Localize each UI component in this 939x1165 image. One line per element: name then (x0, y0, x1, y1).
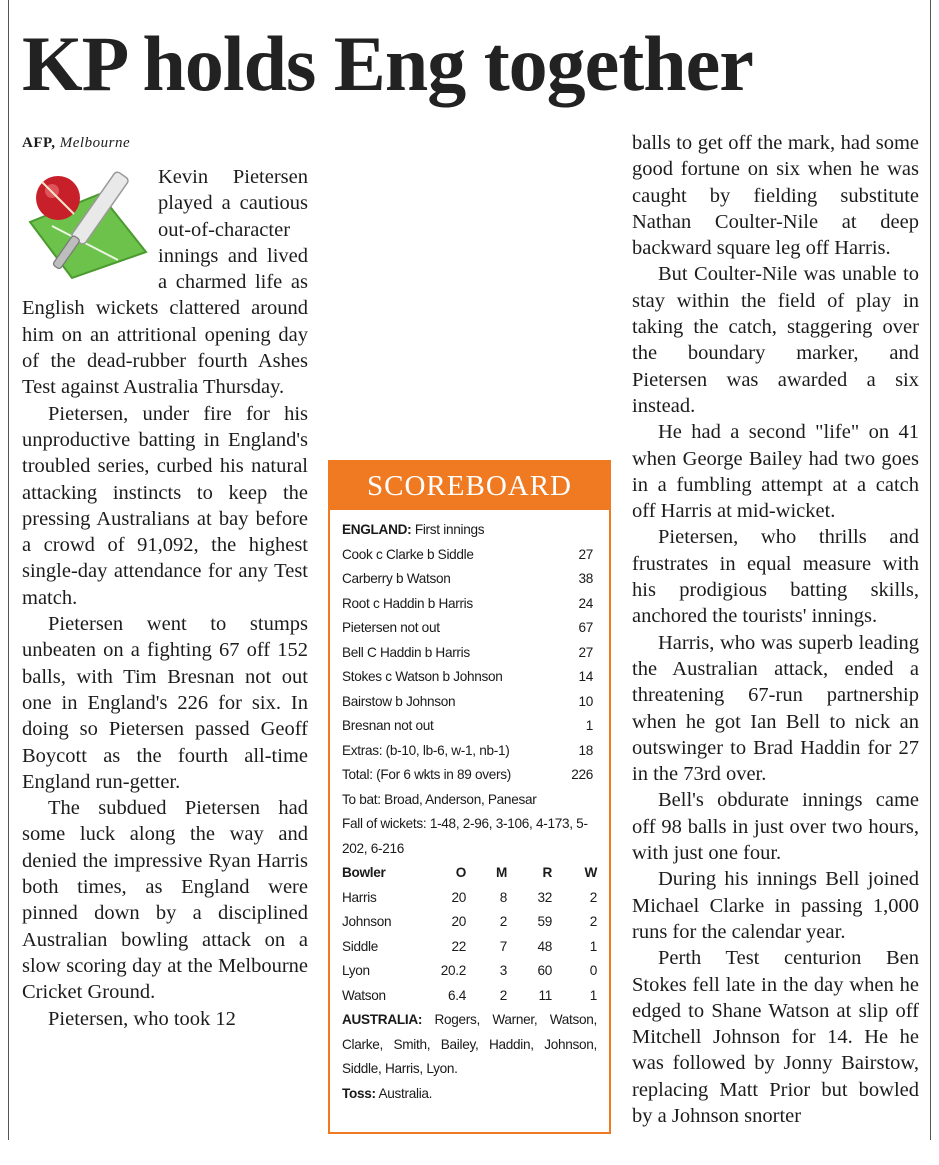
bowler-name: Siddle (342, 938, 378, 954)
col2-paragraph-7: During his innings Bell joined Michael Clarke in passing 1,000 runs for the calendar year. (632, 868, 919, 943)
batter-runs: 14 (578, 669, 593, 684)
bowler-maidens: 7 (499, 938, 507, 954)
col2-paragraph-1: balls to get off the mark, had some good fortune on six when he was caught by fielding substitute Nathan Coulter-Nile at deep backward square leg off Harris. (632, 132, 919, 260)
bowling-row (342, 935, 597, 960)
bowler-wickets: 0 (589, 963, 597, 978)
batter-runs: 27 (578, 644, 593, 660)
total-runs: 226 (571, 767, 593, 782)
bowler-overs: 20 (451, 889, 466, 905)
col1-paragraph-4: The subdued Pietersen had some luck along the way and denied the impressive Ryan Harris both times, as England were pinned down by a disciplined Australian bowling attack on a slow scoring day at the Melbourne Cricket Ground. (22, 797, 308, 1004)
batting-row (342, 690, 597, 715)
wickets-header: W (584, 865, 597, 880)
bowler-wickets: 1 (589, 938, 597, 954)
bowler-maidens: 8 (499, 889, 507, 905)
innings-label: First innings (414, 522, 485, 537)
extras-label: Extras: (b-10, lb-6, w-1, nb-1) (342, 742, 510, 758)
batter-name: Cook c Clarke b Siddle (342, 546, 474, 562)
toss-line (342, 1082, 597, 1107)
bowler-overs: 20.2 (440, 963, 466, 978)
right-column-rule (930, 0, 931, 1140)
extras-row (342, 739, 597, 764)
batting-row (342, 616, 597, 641)
to-bat: To bat: Broad, Anderson, Panesar (342, 791, 537, 807)
total-row (342, 763, 597, 788)
scoreboard-title: SCOREBOARD (330, 462, 609, 510)
batter-name: Root c Haddin b Harris (342, 595, 473, 611)
maidens-header: M (495, 865, 507, 880)
toss-value: Australia. (378, 1085, 433, 1101)
batting-row (342, 543, 597, 568)
batter-name: Bairstow b Johnson (342, 693, 456, 709)
dateline-place: Melbourne (59, 135, 131, 151)
bowling-row (342, 886, 597, 911)
batting-row (342, 665, 597, 690)
batter-runs: 10 (578, 693, 593, 709)
bowler-overs: 20 (451, 914, 466, 929)
dateline-agency: AFP, (22, 135, 56, 151)
batting-row (342, 641, 597, 666)
australia-label: AUSTRALIA: (342, 1012, 423, 1027)
col1-paragraph-3: Pietersen went to stumps unbeaten on a fighting 67 off 152 balls, with Tim Bresnan not out one in England's 226 for six. In doing so Pietersen passed Geoff Boycott as the fourth all-time England run-getter. (22, 613, 308, 793)
bowler-runs: 60 (537, 963, 552, 978)
batter-name: Carberry b Watson (342, 571, 451, 586)
england-innings-heading (342, 518, 597, 543)
bowler-wickets: 1 (589, 987, 597, 1003)
bowler-overs: 6.4 (448, 987, 466, 1003)
australia-players: Rogers, Warner, Watson, Clarke, Smith, Bailey, Haddin, Johnson, Siddle, Harris, Lyon. (342, 1012, 597, 1076)
headline: KP holds Eng together (22, 20, 753, 107)
bowling-row (342, 959, 597, 984)
bowling-row (342, 910, 597, 935)
col2-paragraph-3: He had a second "life" on 41 when George Bailey had two goes in a fumbling attempt at a catch off Harris at mid-wicket. (632, 421, 919, 523)
batter-name: Pietersen not out (342, 620, 440, 635)
bowler-name: Watson (342, 987, 386, 1003)
bowler-runs: 11 (538, 987, 552, 1003)
bowler-overs: 22 (451, 938, 466, 954)
batter-runs: 1 (585, 718, 593, 733)
australia-team (342, 1008, 597, 1082)
col1-paragraph-2: Pietersen, under fire for his unproductive batting in England's troubled series, curbed his natural attacking instincts to keep the pressing Australians at bay before a crowd of 91,092, the highest single-day attendance for any Test match. (22, 402, 308, 609)
bowling-header (342, 861, 597, 886)
left-column-rule (8, 0, 9, 1140)
bowling-row (342, 984, 597, 1009)
bowler-maidens: 2 (499, 987, 507, 1003)
total-label: Total: (For 6 wkts in 89 overs) (342, 767, 511, 782)
bowler-runs: 32 (537, 889, 552, 905)
bowler-name: Johnson (342, 914, 392, 929)
runs-header: R (542, 865, 552, 880)
bowler-maidens: 2 (499, 914, 507, 929)
col2-paragraph-5: Harris, who was superb leading the Australian attack, ended a threatening 67-run partnership when he got Ian Bell to nick an outswinger to Brad Haddin for 27 in the 73rd over. (632, 631, 919, 786)
batter-name: Bresnan not out (342, 718, 434, 733)
col2-paragraph-6: Bell's obdurate innings came off 98 balls in just over two hours, with just one four. (632, 789, 919, 865)
batter-name: Stokes c Watson b Johnson (342, 669, 503, 684)
bowler-header: Bowler (342, 865, 386, 880)
bowler-runs: 59 (537, 914, 552, 929)
dateline (22, 130, 458, 156)
batter-name: Bell C Haddin b Harris (342, 644, 470, 660)
batting-row (342, 567, 597, 592)
col2-paragraph-8: Perth Test centurion Ben Stokes fell late in the day when he edged to Shane Watson at slip off Mitchell Johnson for 14. He he was followed by Jonny Bairstow, replacing Matt Prior but bowled by a Johnson snorter (632, 947, 919, 1127)
batter-runs: 27 (578, 546, 593, 562)
col1-paragraph-5: Pietersen, who took 12 (48, 1007, 236, 1030)
batter-runs: 24 (578, 595, 593, 611)
england-label: ENGLAND: (342, 522, 412, 537)
col1-paragraph-1: Kevin Pietersen played a cautious out-of-character innings and lived a charmed life as English wickets clattered around him on an attritional opening day of the dead-rubber fourth Ashes Test against Australia Thursday. (22, 166, 308, 399)
bowler-wickets: 2 (589, 889, 597, 905)
cricket-ball-bat-pitch-icon (22, 164, 150, 282)
col2-paragraph-4: Pietersen, who thrills and frustrates in equal measure with his prodigious batting skills, anchored the tourists' innings. (632, 526, 919, 628)
bowler-wickets: 2 (589, 914, 597, 929)
extras-runs: 18 (578, 742, 593, 758)
overs-header: O (455, 865, 466, 880)
toss-label: Toss: (342, 1085, 376, 1101)
scoreboard-box (328, 460, 611, 1134)
col2-paragraph-2: But Coulter-Nile was unable to stay within the field of play in taking the catch, staggering over the boundary marker, and Pietersen was awarded a six instead. (632, 263, 919, 417)
batting-row (342, 592, 597, 617)
bowler-runs: 48 (537, 938, 552, 954)
batting-row (342, 714, 597, 739)
batter-runs: 67 (578, 620, 593, 635)
bowler-name: Harris (342, 889, 377, 905)
fall-of-wickets: Fall of wickets: 1-48, 2-96, 3-106, 4-173, 5-202, 6-216 (342, 816, 588, 856)
bowler-name: Lyon (342, 963, 370, 978)
scoreboard-body (330, 510, 609, 1106)
batter-runs: 38 (578, 571, 593, 586)
bowler-maidens: 3 (499, 963, 507, 978)
